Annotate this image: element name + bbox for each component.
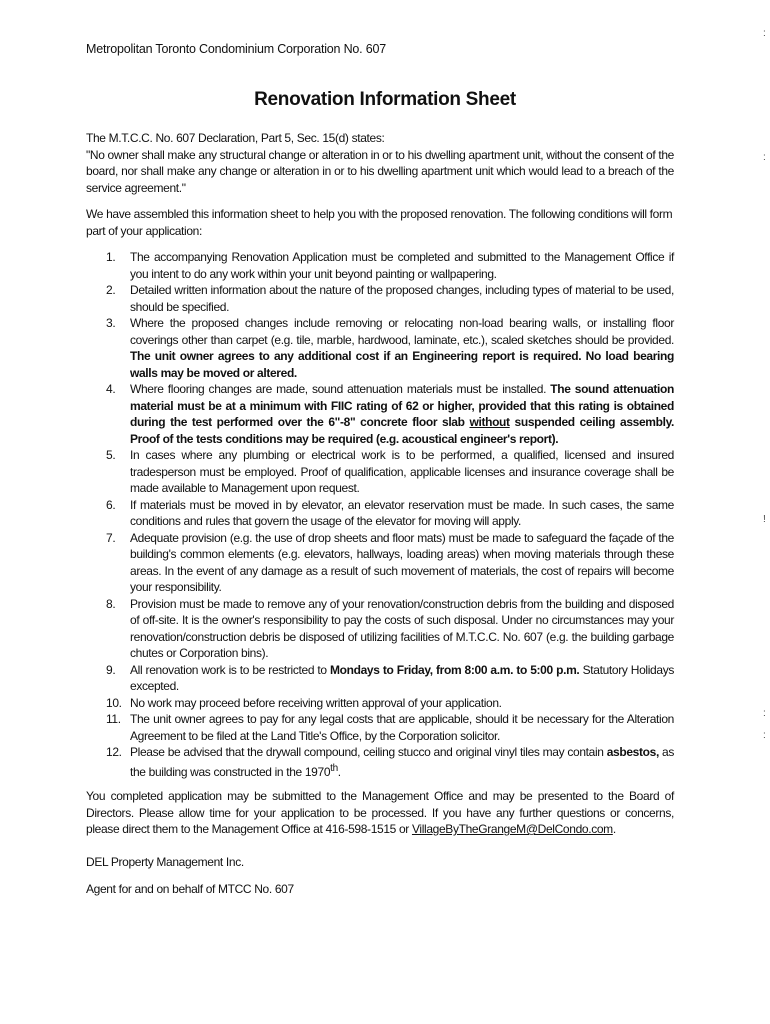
margin-mark: : [763,28,766,39]
condition-text: If materials must be moved in by elevator, an elevator reservation must be made. In such cases, the same conditions and rules that govern the usage of the elevator for moving will apply. [130,497,674,528]
condition-number: 12. [106,745,122,759]
management-company: DEL Property Management Inc. [86,854,244,869]
condition-text: Statutory Holidays excepted. [130,662,675,693]
condition-item [86,447,674,497]
condition-text: as the building was constructed in the 1970 [130,745,675,779]
condition-text: Provision must be made to remove any of your renovation/construction debris from the building and disposed of off-site. It is the owner's responsibility to pay the costs of such disposal. Under no circumstances may your renovation/construction debris be disposed of utilizing facilities of M.T.C.C. No. 607 (e.g. the building garbage chutes or Corporation bins). [130,596,674,660]
condition-item [86,315,674,381]
condition-bold-text: asbestos, [606,745,659,759]
condition-bold-text: suspended ceiling assembly. Proof of the tests conditions may be required (e.g. acoustical engineer's report). [130,415,675,446]
condition-text: Where flooring changes are made, sound attenuation materials must be installed. [130,382,547,396]
superscript: th [330,762,338,774]
condition-text: The accompanying Renovation Application must be completed and submitted to the Management Office if you intent to do any work within your unit beyond painting or wallpapering. [130,250,674,281]
closing-paragraph [86,788,674,838]
condition-number: 8. [106,596,116,611]
condition-item [86,282,674,315]
condition-number: 2. [106,283,116,297]
declaration-quote: "No owner shall make any structural change or alteration in or to his dwelling apartment unit, without the consent of the board, nor shall make any change or alteration in or to his dwelling apartment unit which would lead to a breach of the service agreement." [86,147,674,195]
margin-mark: : [763,708,766,719]
closing-end: . [612,822,616,836]
condition-text: Adequate provision (e.g. the use of drop sheets and floor mats) must be made to safeguard the façade of the building's common elements (e.g. elevators, hallways, loading areas) when moving materials through these areas. In the event of any damage as a result of such movement of materials, the cost of repairs will become your responsibility. [130,530,674,594]
condition-number: 11. [106,712,121,726]
document-body [86,130,674,898]
intro-paragraph: We have assembled this information sheet to help you with the proposed renovation. The following conditions will form part of your application: [86,207,673,238]
condition-number: 7. [106,530,116,545]
condition-number: 6. [106,497,116,512]
condition-number: 4. [106,382,116,396]
condition-text: . [337,764,341,779]
condition-item [86,596,674,662]
condition-number: 10. [106,695,122,710]
condition-text: Where the proposed changes include removing or relocating non-load bearing walls, or installing floor coverings other than carpet (e.g. tile, marble, hardwood, laminate, etc.), scaled sketches should be provided. [130,316,674,347]
condition-text: No work may proceed before receiving written approval of your application. [130,695,502,710]
condition-text: Please be advised that the drywall compound, ceiling stucco and original vinyl tiles may contain [130,745,604,759]
condition-bold-text: The sound attenuation material must be at a minimum with FIIC rating of 62 or higher, provided that this rating is obtained during the test performed over the 6"-8" concrete floor slab [130,382,675,429]
closing-text: You completed application may be submitted to the Management Office and may be presented to the Board of Directors. Please allow time for your application to be processed. If you have any further questions or concerns, please direct them to the Management Office at 416-598-1515 or [86,789,674,836]
condition-item [86,530,674,596]
contact-email-link[interactable]: VillageByTheGrangeM@DelCondo.com [411,822,613,836]
margin-mark: ! [763,514,766,525]
condition-number: 5. [106,448,116,462]
margin-mark: : [763,730,766,741]
condition-text: In cases where any plumbing or electrical work is to be performed, a qualified, licensed and insured tradesperson must be employed. Proof of qualification, applicable licenses and insurance coverage shall be made available to Management upon request. [130,448,674,495]
condition-item [86,744,674,780]
conditions-list [86,249,674,780]
condition-item [86,381,674,447]
condition-number: 9. [106,662,116,677]
condition-bold-text: The unit owner agrees to any additional cost if an Engineering report is required. No load bearing walls may be moved or altered. [130,349,674,380]
condition-bold-text: Mondays to Friday, from 8:00 a.m. to 5:00 p.m. [330,662,580,677]
declaration-reference: The M.T.C.C. No. 607 Declaration, Part 5, Sec. 15(d) states: [86,131,385,145]
condition-text: All renovation work is to be restricted to [130,662,327,677]
condition-item [86,695,674,712]
condition-item [86,249,674,282]
condition-number: 1. [106,250,116,264]
condition-text: The unit owner agrees to pay for any legal costs that are applicable, should it be necessary for the Alteration Agreement to be filed at the Land Title's Office, by the Corporation solicitor. [130,712,674,743]
margin-mark: : [763,152,766,163]
condition-item [86,497,674,530]
condition-item [86,711,674,744]
condition-item [86,662,674,695]
organization-header: Metropolitan Toronto Condominium Corporation No. 607 [86,42,386,56]
condition-text: Detailed written information about the nature of the proposed changes, including types of material to be used, should be specified. [130,283,674,314]
agent-line: Agent for and on behalf of MTCC No. 607 [86,882,294,896]
document-title: Renovation Information Sheet [254,89,516,110]
condition-underlined-text: without [469,415,510,429]
condition-number: 3. [106,316,116,330]
